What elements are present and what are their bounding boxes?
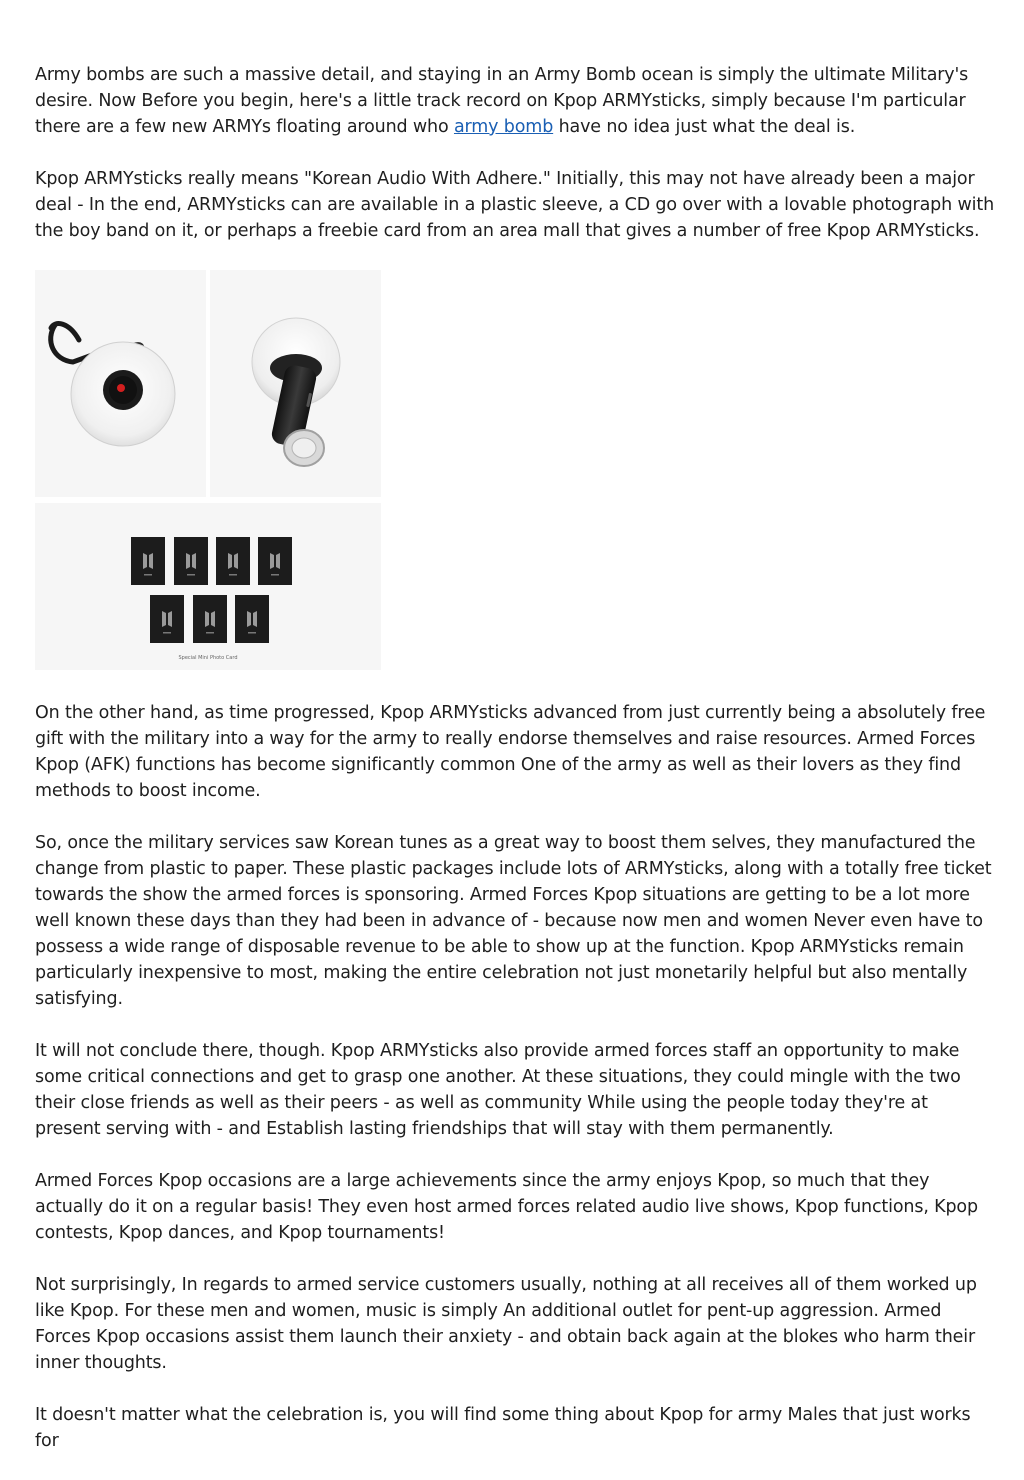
paragraph-2: Kpop ARMYsticks really means "Korean Audio With Adhere." Initially, this may not have already been a major deal - In the end, ARMYsticks can are available in a plastic sleeve, a CD go over with a lovable photograph with the boy band on it, or perhaps a freebie card from an area mall that gives a number of free Kpop ARMYsticks.	[35, 169, 995, 241]
card-caption: Special Mini Photo Card	[178, 655, 238, 661]
paragraph-8: It doesn't matter what the celebration is, you will find some thing about Kpop for army Males that just works for	[35, 1405, 971, 1451]
article-body	[35, 62, 995, 1480]
paragraph-1-text-after: have no idea just what the deal is.	[553, 117, 856, 137]
photo-card	[131, 537, 165, 585]
photo-card	[193, 595, 227, 643]
paragraph-1	[35, 62, 995, 140]
lightstick-top-photo	[35, 270, 206, 497]
product-image	[35, 270, 381, 670]
photo-card	[216, 537, 250, 585]
photo-card	[235, 595, 269, 643]
mini-photo-cards-photo	[35, 503, 381, 670]
paragraph-6: Armed Forces Kpop occasions are a large achievements since the army enjoys Kpop, so much that they actually do it on a regular basis! They even host armed forces related audio live shows, Kpop functions, Kpop contests, Kpop dances, and Kpop tournaments!	[35, 1171, 978, 1243]
card-row-1	[131, 537, 292, 585]
army-bomb-link[interactable]: army bomb	[453, 117, 554, 137]
photo-card	[174, 537, 208, 585]
photo-card	[258, 537, 292, 585]
paragraph-7: Not surprisingly, In regards to armed service customers usually, nothing at all receives all of them worked up like Kpop. For these men and women, music is simply An additional outlet for pent-up aggression. Armed Forces Kpop occasions assist them launch their anxiety - and obtain back again at the blokes who harm their inner thoughts.	[35, 1275, 977, 1373]
photo-card	[150, 595, 184, 643]
paragraph-5: It will not conclude there, though. Kpop ARMYsticks also provide armed forces staff an opportunity to make some critical connections and get to grasp one another. At these situations, they could mingle with the two their close friends as well as their peers - as well as community While using the people today they're at present serving with - and Establish lasting friendships that will stay with them permanently.	[35, 1041, 961, 1139]
paragraph-3: On the other hand, as time progressed, Kpop ARMYsticks advanced from just currently being a absolutely free gift with the military into a way for the army to really endorse themselves and raise resources. Armed Forces Kpop (AFK) functions has become significantly common One of the army as well as their lovers as they find methods to boost income.	[35, 703, 986, 801]
paragraph-1-text-before: Army bombs are such a massive detail, and staying in an Army Bomb ocean is simply the ultimate Military's desire. Now Before you begin, here's a little track record on Kpop ARMYsticks, simply because I'm particular there are a few new ARMYs floating around who	[35, 65, 969, 137]
card-row-2	[150, 595, 269, 643]
lightstick-side-photo	[210, 270, 381, 497]
paragraph-4: So, once the military services saw Korean tunes as a great way to boost them selves, they manufactured the change from plastic to paper. These plastic packages include lots of ARMYsticks, along with a totally free ticket towards the show the armed forces is sponsoring. Armed Forces Kpop situations are getting to be a lot more well known these days than they had been in advance of - because now men and women Never even have to possess a wide range of disposable revenue to be able to show up at the function. Kpop ARMYsticks remain particularly inexpensive to most, making the entire celebration not just monetarily helpful but also mentally satisfying.	[35, 833, 992, 1009]
